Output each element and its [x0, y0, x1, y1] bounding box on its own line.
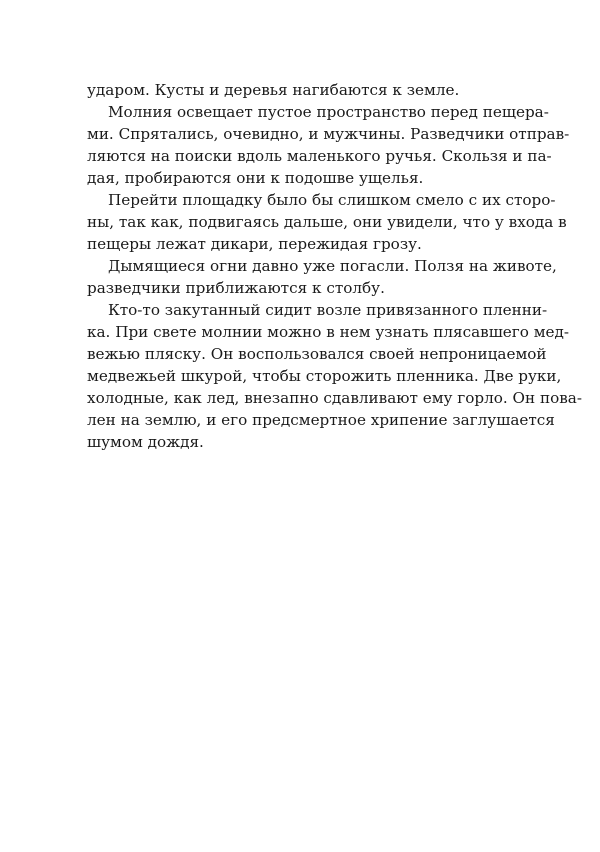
- text-line: ударом. Кусты и деревья нагибаются к земле.: [87, 81, 460, 99]
- text-line: холодные, как лед, внезапно сдавливают ему горло. Он пова-: [87, 389, 582, 407]
- text-line: Перейти площадку было бы слишком смело с их сторо-: [108, 191, 556, 209]
- text-line: шумом дождя.: [87, 433, 204, 451]
- text-line: ка. При свете молнии можно в нем узнать плясавшего мед-: [87, 323, 570, 341]
- text-line: пещеры лежат дикари, пережидая грозу.: [87, 235, 422, 253]
- body-text: [87, 79, 582, 453]
- text-line: медвежьей шкурой, чтобы сторожить пленника. Две руки,: [87, 367, 562, 385]
- text-line: Молния освещает пустое пространство перед пещера-: [108, 103, 549, 121]
- text-line: разведчики приближаются к столбу.: [87, 279, 385, 297]
- text-line: Кто-то закутанный сидит возле привязанного пленни-: [108, 301, 548, 319]
- text-line: дая, пробираются они к подошве ущелья.: [87, 169, 424, 187]
- text-line: вежью пляску. Он воспользовался своей непроницаемой: [87, 345, 547, 363]
- text-line: ляются на поиски вдоль маленького ручья. Скользя и па-: [87, 147, 552, 165]
- text-line: ми. Спрятались, очевидно, и мужчины. Разведчики отправ-: [87, 125, 570, 143]
- text-line: Дымящиеся огни давно уже погасли. Ползя на животе,: [108, 257, 557, 275]
- text-line: ны, так как, подвигаясь дальше, они увидели, что у входа в: [87, 213, 567, 231]
- text-line: лен на землю, и его предсмертное хрипение заглушается: [87, 411, 555, 429]
